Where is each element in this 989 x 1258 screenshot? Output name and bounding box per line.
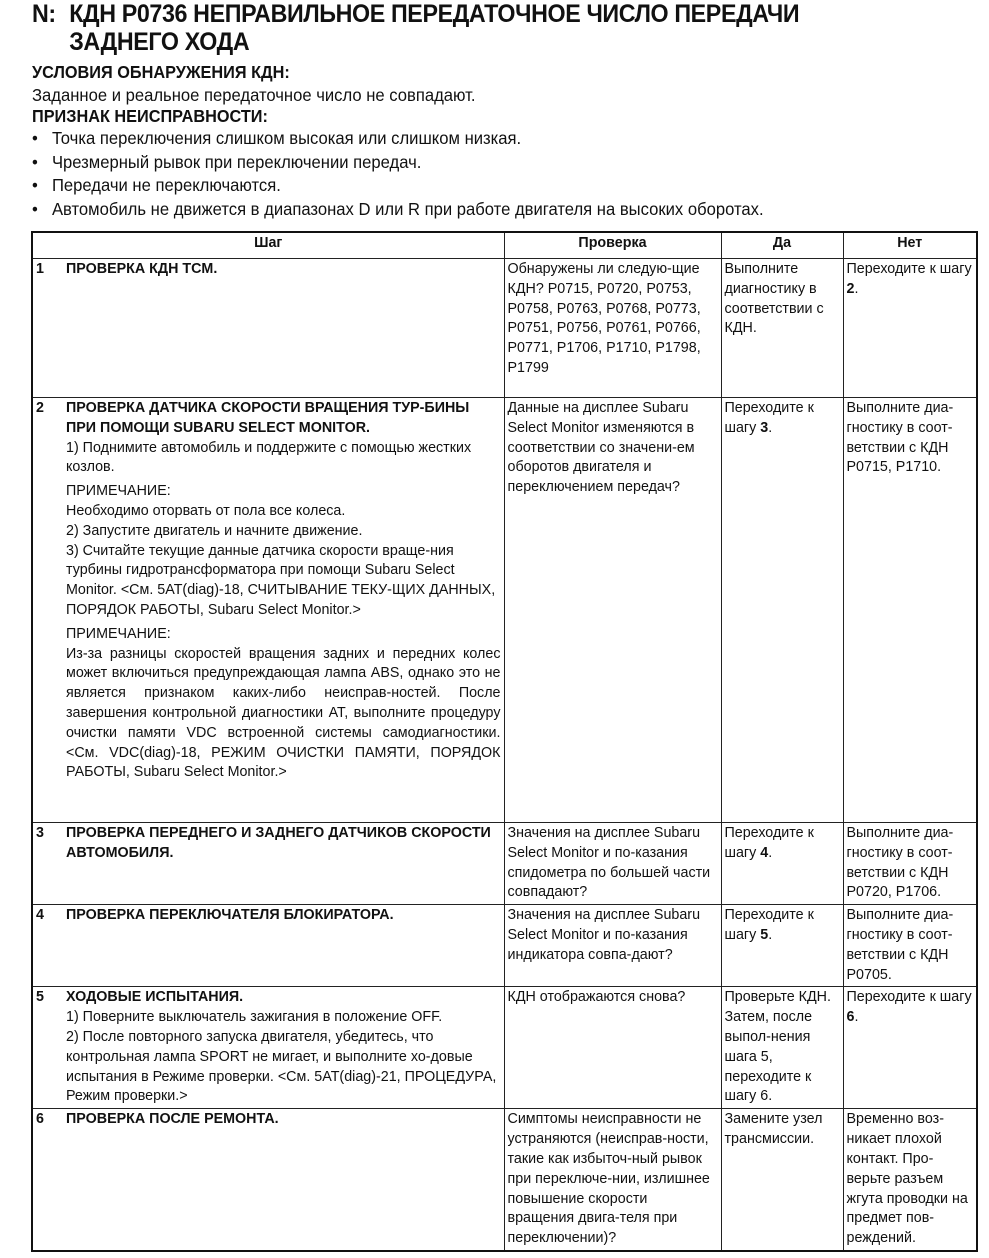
step-title: ПРОВЕРКА ДАТЧИКА СКОРОСТИ ВРАЩЕНИЯ ТУР-БИНЫ ПРИ ПОМОЩИ SUBARU SELECT MONITOR. [66,400,470,436]
no-suffix: . [854,1009,859,1026]
no-cell: Выполните диа-гностику в соот-ветствии с КДН P0705. [843,905,977,987]
yes-cell [721,905,843,987]
symptom-text: Точка переключения слишком высокая или слишком низкая. [51,128,522,148]
no-cell: Выполните диа-гностику в соот-ветствии с КДН P0720, P1706. [843,823,977,905]
check-cell: Обнаружены ли следую-щие КДН? P0715, P0720, P0753, P0758, P0763, P0768, P0773, P0751, P0756, P0761, P0766, P0771, P1706, P1710, P1798, P1799 [504,259,721,398]
section-code: N: [32,0,56,28]
yes-text: Переходите к шагу [724,400,814,436]
bullet-icon: • [32,151,38,172]
section-title-line2: ЗАДНЕГО ХОДА [69,28,250,56]
table-header-row [32,232,977,259]
no-cell [843,987,977,1109]
table-row [32,1109,977,1251]
step-instruction: 1) Поверните выключатель зажигания в положение OFF. [66,1009,443,1026]
step-ref: 3 [760,419,769,436]
header-yes: Да [721,232,843,259]
diagnostic-table [31,231,978,1252]
no-cell: Временно воз-никает плохой контакт. Про-верьте разъем жгута проводки на предмет пов-реждений. [843,1109,977,1251]
check-cell: Значения на дисплее Subaru Select Monitor и по-казания индикатора совпа-дают? [504,905,721,987]
step-title: ПРОВЕРКА ПЕРЕКЛЮЧАТЕЛЯ БЛОКИРАТОРА. [66,907,394,924]
step-title: ХОДОВЫЕ ИСПЫТАНИЯ. [66,989,244,1006]
section-title [32,0,897,56]
table-row [32,259,977,398]
yes-text: Переходите к шагу [724,825,814,861]
table-row [32,987,977,1109]
table-row [32,905,977,987]
step-number: 4 [36,907,44,924]
symptom-item [32,127,764,151]
bullet-icon: • [32,198,38,219]
no-text: Переходите к шагу [846,989,972,1006]
step-title: ПРОВЕРКА ПЕРЕДНЕГО И ЗАДНЕГО ДАТЧИКОВ СКОРОСТИ АВТОМОБИЛЯ. [66,825,491,861]
check-cell: Значения на дисплее Subaru Select Monitor и по-казания спидометра по большей части совпадают? [504,823,721,905]
step-number: 3 [36,825,44,841]
symptom-item [32,198,764,222]
no-cell [843,259,977,398]
header-no: Нет [843,232,977,259]
step-cell [32,823,504,905]
section-title-line1 [32,0,897,28]
step-title: ПРОВЕРКА ПОСЛЕ РЕМОНТА. [66,1111,279,1128]
step-instruction: 2) Запустите двигатель и начните движение. [66,522,363,539]
yes-cell: Проверьте КДН. Затем, после выпол-нения шага 5, переходите к шагу 6. [721,987,843,1109]
symptom-text: Чрезмерный рывок при переключении передач. [51,151,422,172]
step-cell [32,398,504,823]
table-row [32,823,977,905]
step-ref: 4 [760,844,769,861]
step-instruction: 1) Поднимите автомобиль и поддержите с помощью жестких козлов. [66,439,472,476]
bullet-icon: • [32,128,38,148]
symptom-item [32,151,764,175]
note-heading: ПРИМЕЧАНИЕ: [66,625,171,642]
table-row [32,398,977,823]
step-number: 1 [36,261,44,277]
step-cell [32,905,504,987]
step-ref: 5 [760,926,769,943]
step-ref: 2 [846,280,855,297]
bullet-icon: • [32,175,38,195]
symptom-text: Автомобиль не движется в диапазонах D или R при работе двигателя на высоких оборотах. [51,198,764,219]
step-ref: 6 [846,1009,855,1026]
step-number: 2 [36,400,44,416]
step-instruction: 3) Считайте текущие данные датчика скорости враще-ния турбины гидротрансформатора при помощи Subaru Select Monitor. <См. 5AT(diag)-18, СЧИТЫВАНИЕ ТЕКУ-ЩИХ ДАННЫХ, ПОРЯДОК РАБОТЫ, Subaru Select Monitor.> [66,542,496,618]
check-cell: Симптомы неисправности не устраняются (неисправ-ности, такие как избыточ-ный рывок при переключе-нии, излишнее повышение скорости вращения двига-теля при переключении)? [504,1109,721,1251]
no-text: Переходите к шагу [846,261,972,277]
yes-suffix: . [768,844,773,861]
symptoms-heading: ПРИЗНАК НЕИСПРАВНОСТИ: [32,106,268,126]
yes-suffix: . [768,419,773,436]
symptom-text: Передачи не переключаются. [51,175,281,195]
step-cell [32,259,504,398]
header-step: Шаг [32,232,504,259]
step-instruction: 2) После повторного запуска двигателя, убедитесь, что контрольная лампа SPORT не мигает, и выполните хо-довые испытания в Режиме проверки. <См. 5AT(diag)-21, ПРОЦЕДУРА, Режим проверки.> [66,1028,497,1105]
note-text: Необходимо оторвать от пола все колеса. [66,502,346,519]
step-number: 5 [36,989,44,1006]
detection-text: Заданное и реальное передаточное число не совпадают. [32,85,476,105]
step-cell [32,1109,504,1251]
check-cell: Данные на дисплее Subaru Select Monitor изменяются в соответствии со значени-ем оборотов двигателя и переключением передач? [504,398,721,823]
yes-suffix: . [768,926,773,943]
step-cell [32,987,504,1109]
step-title: ПРОВЕРКА КДН TCM. [66,261,218,277]
section-title-text: КДН P0736 НЕПРАВИЛЬНОЕ ПЕРЕДАТОЧНОЕ ЧИСЛО ПЕРЕДАЧИ [69,0,800,28]
step-number: 6 [36,1111,44,1128]
header-check: Проверка [504,232,721,259]
symptoms-list [32,127,802,221]
check-cell: КДН отображаются снова? [504,987,721,1109]
yes-cell [721,823,843,905]
yes-cell [721,398,843,823]
detection-heading: УСЛОВИЯ ОБНАРУЖЕНИЯ КДН: [32,62,290,82]
no-suffix: . [854,280,859,297]
yes-text: Переходите к шагу [724,907,814,943]
yes-cell: Замените узел трансмиссии. [721,1109,843,1251]
yes-cell: Выполните диагностику в соответствии с КДН. [721,259,843,398]
symptom-item [32,174,764,198]
no-cell: Выполните диа-гностику в соот-ветствии с КДН P0715, P1710. [843,398,977,823]
note-heading: ПРИМЕЧАНИЕ: [66,483,171,500]
note-text: Из-за разницы скоростей вращения задних и передних колес может включиться предупреждающая лампа ABS, однако это не является признаком каких-либо неисправ-ностей. После завершения контрольной диагностики AT, выполните процедуру очистки памяти VDC встроенной системы самодиагностики. <См. VDC(diag)-18, РЕЖИМ ОЧИСТКИ ПАМЯТИ, ПОРЯДОК РАБОТЫ, Subaru Select Monitor.> [66,645,501,781]
